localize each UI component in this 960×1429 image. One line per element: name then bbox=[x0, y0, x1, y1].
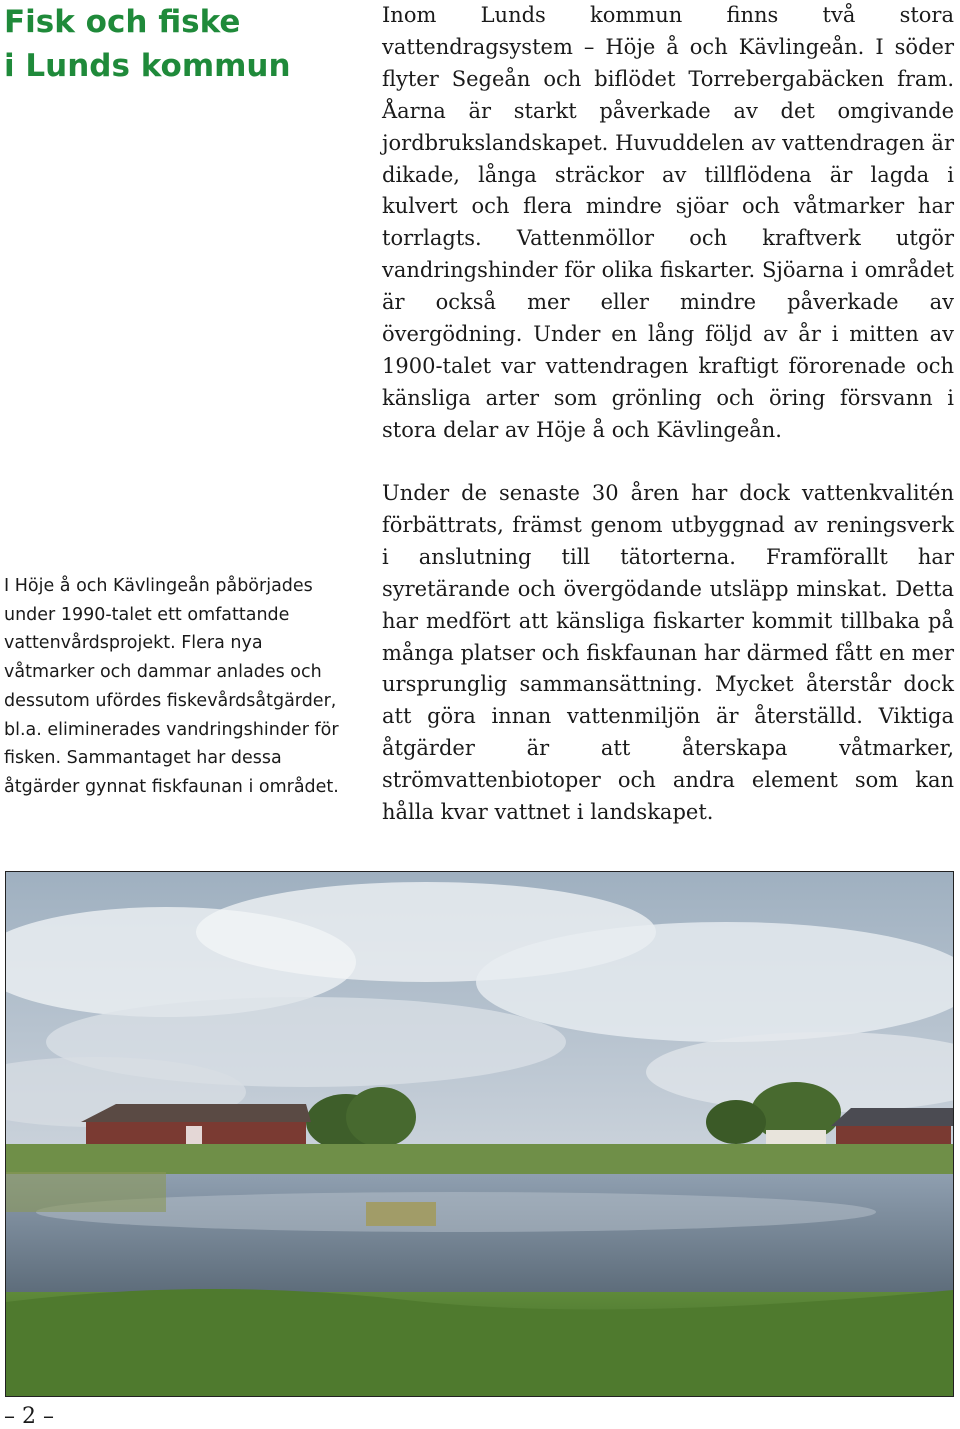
title-line-1: Fisk och fiske bbox=[4, 4, 241, 40]
page-title bbox=[4, 0, 344, 88]
wetland-landscape-image bbox=[6, 872, 953, 1396]
page-number: – 2 – bbox=[4, 1404, 54, 1429]
landscape-photo bbox=[5, 871, 954, 1397]
title-line-2: i Lunds kommun bbox=[4, 48, 291, 84]
sidebar-caption: I Höje å och Kävlingeån påbörjades under 1990-talet ett omfattande vattenvårdsprojekt. Flera nya våtmarker och dammar anlades och dessutom ufördes fiskevårdsåtgärder, bl.a. eliminerades vandringshinder för fisken. Sammantaget har dessa åtgärder gynnat fiskfaunan i området. bbox=[4, 576, 339, 797]
body-paragraph-1: Inom Lunds kommun finns två stora vattendragsystem – Höje å och Kävlingeån. I söder flyter Segeån och biflödet Torrebergabäcken fram. Åarna är starkt påverkade av det omgivande jordbrukslandskapet. Huvuddelen av vattendragen är dikade, långa sträckor av tillflödena är lagda i kulvert och flera mindre sjöar och våtmarker har torrlagts. Vattenmöllor och kraftverk utgör vandringshinder för olika fiskarter. Sjöarna i området är också mer eller mindre påverkade av övergödning. Under en lång följd av år i mitten av 1900-talet var vattendragen kraftigt förorenade och känsliga arter som grönling och öring försvann i stora delar av Höje å och Kävlingeån. bbox=[382, 3, 954, 442]
body-paragraph-2: Under de senaste 30 åren har dock vattenkvalitén förbättrats, främst genom utbyggnad av reningsverk i anslutning till tätorterna. Framförallt har syretärande och övergödande utsläpp minskat. Detta har medfört att känsliga fiskarter kommit tillbaka på många platser och fiskfaunan har därmed fått en mer ursprunglig sammansättning. Mycket återstår dock att göra innan vattenmiljön är återställd. Viktiga åtgärder är att återskapa våtmarker, strömvattenbiotoper och andra element som kan hålla kvar vattnet i landskapet. bbox=[382, 481, 954, 825]
